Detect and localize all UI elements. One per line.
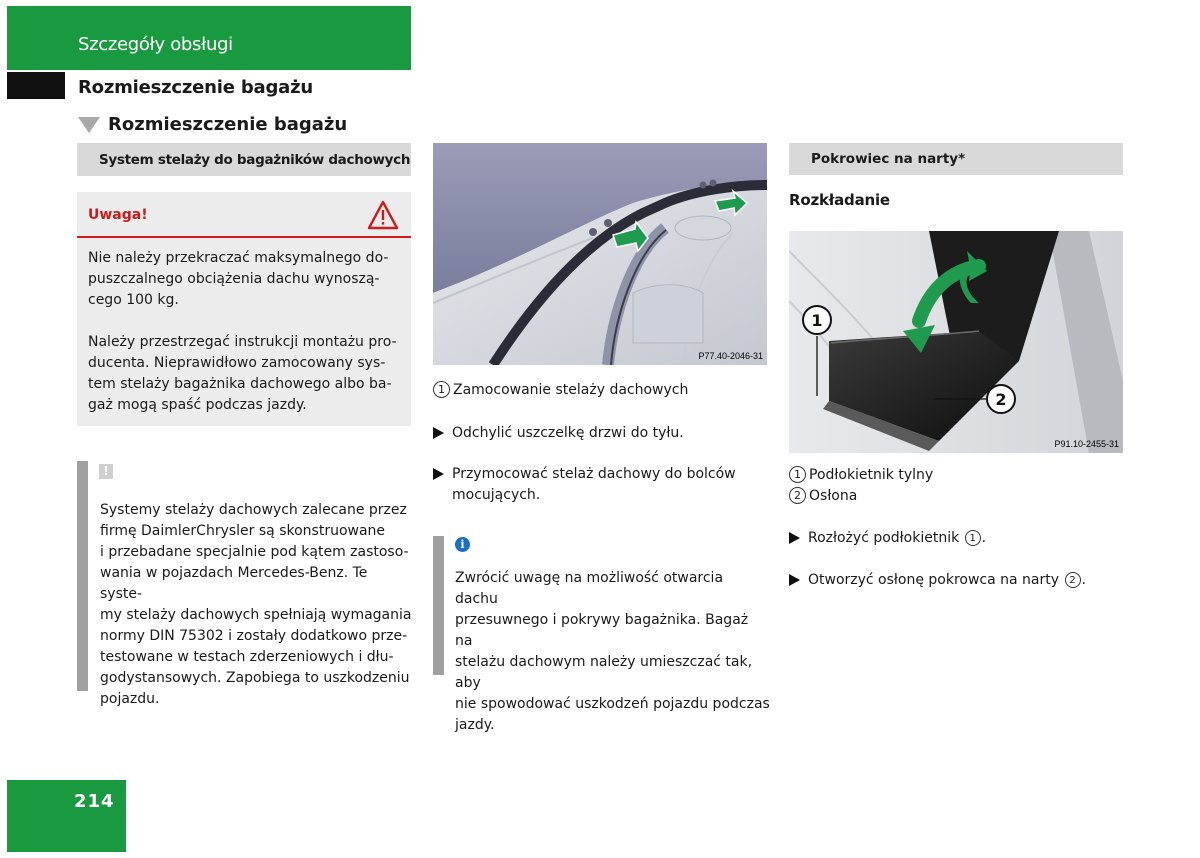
step-arrow-icon xyxy=(789,574,800,586)
note-side-bar xyxy=(77,461,88,691)
page-number: 214 xyxy=(74,791,115,812)
info-side-bar xyxy=(433,536,444,675)
step-3-end: . xyxy=(981,530,987,546)
legend-item-1 xyxy=(789,466,933,483)
instruction-step-4 xyxy=(789,570,1123,591)
legend-text-2: Osłona xyxy=(809,487,858,504)
note-text: Systemy stelaży dachowych zalecane przez firmę DaimlerChrysler są skonstruowane i przebadane specjalnie pod kątem zastoso- wania w pojazdach Mercedes-Benz. Te syste- my stelaży dachowych spełniają wymagania normy DIN 75302 i zostały dodatkowo prze- testowane w testach zderzeniowych i dłu- godystansowych. Zapobiega to uszkodzeniu pojazdu. xyxy=(100,502,412,707)
step-4-content xyxy=(808,570,1086,591)
section-title xyxy=(78,114,347,135)
instruction-step-3 xyxy=(789,528,1123,549)
step-arrow-icon xyxy=(433,468,444,480)
step-4-text: Otworzyć osłonę pokrowca na narty xyxy=(808,572,1060,588)
roof-rack-bar: System stelaży do bagażników dachowych xyxy=(77,143,411,176)
warning-label: Uwaga! xyxy=(88,207,148,223)
callout-2: 2 xyxy=(995,390,1007,409)
step-4-ref: 2 xyxy=(1065,572,1081,588)
legend-number-2: 2 xyxy=(789,487,806,504)
unfolding-heading: Rozkładanie xyxy=(789,191,890,209)
section-title-text: Rozmieszczenie bagażu xyxy=(108,114,348,135)
step-3-text: Rozłożyć podłokietnik xyxy=(808,530,960,546)
instruction-step-1 xyxy=(433,423,767,444)
warning-header xyxy=(77,192,411,238)
legend-text-1: Podłokietnik tylny xyxy=(809,466,934,483)
section-triangle-icon xyxy=(78,117,100,133)
step-3-content xyxy=(808,528,986,549)
image-code: P91.10-2455-31 xyxy=(1054,439,1119,449)
page-subtitle: Rozmieszczenie bagażu xyxy=(78,77,313,98)
legend-item-2 xyxy=(789,487,857,504)
ski-bag-illustration xyxy=(789,231,1123,453)
step-4-end: . xyxy=(1081,572,1086,588)
warning-triangle-icon xyxy=(367,200,399,230)
caption-number-1: 1 xyxy=(433,381,450,398)
warning-paragraph-1: Nie należy przekraczać maksymalnego do- puszczalnego obciążenia dachu wynoszą- cego 100 kg. xyxy=(88,250,389,308)
step-1-text: Odchylić uszczelkę drzwi do tyłu. xyxy=(452,425,684,441)
chapter-title: Szczegóły obsługi xyxy=(78,34,233,55)
caption-text: Zamocowanie stelaży dachowych xyxy=(453,381,689,398)
instruction-step-2 xyxy=(433,464,767,506)
callout-1: 1 xyxy=(811,311,823,330)
subtitle-marker xyxy=(7,72,65,99)
step-arrow-icon xyxy=(433,427,444,439)
image1-caption xyxy=(433,381,688,398)
warning-box xyxy=(77,192,411,426)
step-arrow-icon xyxy=(789,532,800,544)
step-3-ref: 1 xyxy=(965,530,981,546)
exclamation-icon: ! xyxy=(99,464,113,479)
info-text: Zwrócić uwagę na możliwość otwarcia dachu przesuwnego i pokrywy bagażnika. Bagaż na stelażu dachowym należy umieszczać tak, aby nie spowodować uszkodzeń pojazdu podczas jazdy. xyxy=(455,570,770,733)
step-2-text: Przymocować stelaż dachowy do bolców mocujących. xyxy=(452,466,736,503)
image-code: P77.40-2046-31 xyxy=(698,351,763,361)
roof-rack-illustration xyxy=(433,143,767,365)
ski-bag-bar: Pokrowiec na narty* xyxy=(789,143,1123,175)
info-icon: i xyxy=(455,537,470,552)
legend-number-1: 1 xyxy=(789,466,806,483)
warning-paragraph-2: Należy przestrzegać instrukcji montażu pro- ducenta. Nieprawidłowo zamocowany sys- tem stelaży bagażnika dachowego albo ba- gaż mogą spaść podczas jazdy. xyxy=(88,334,397,413)
